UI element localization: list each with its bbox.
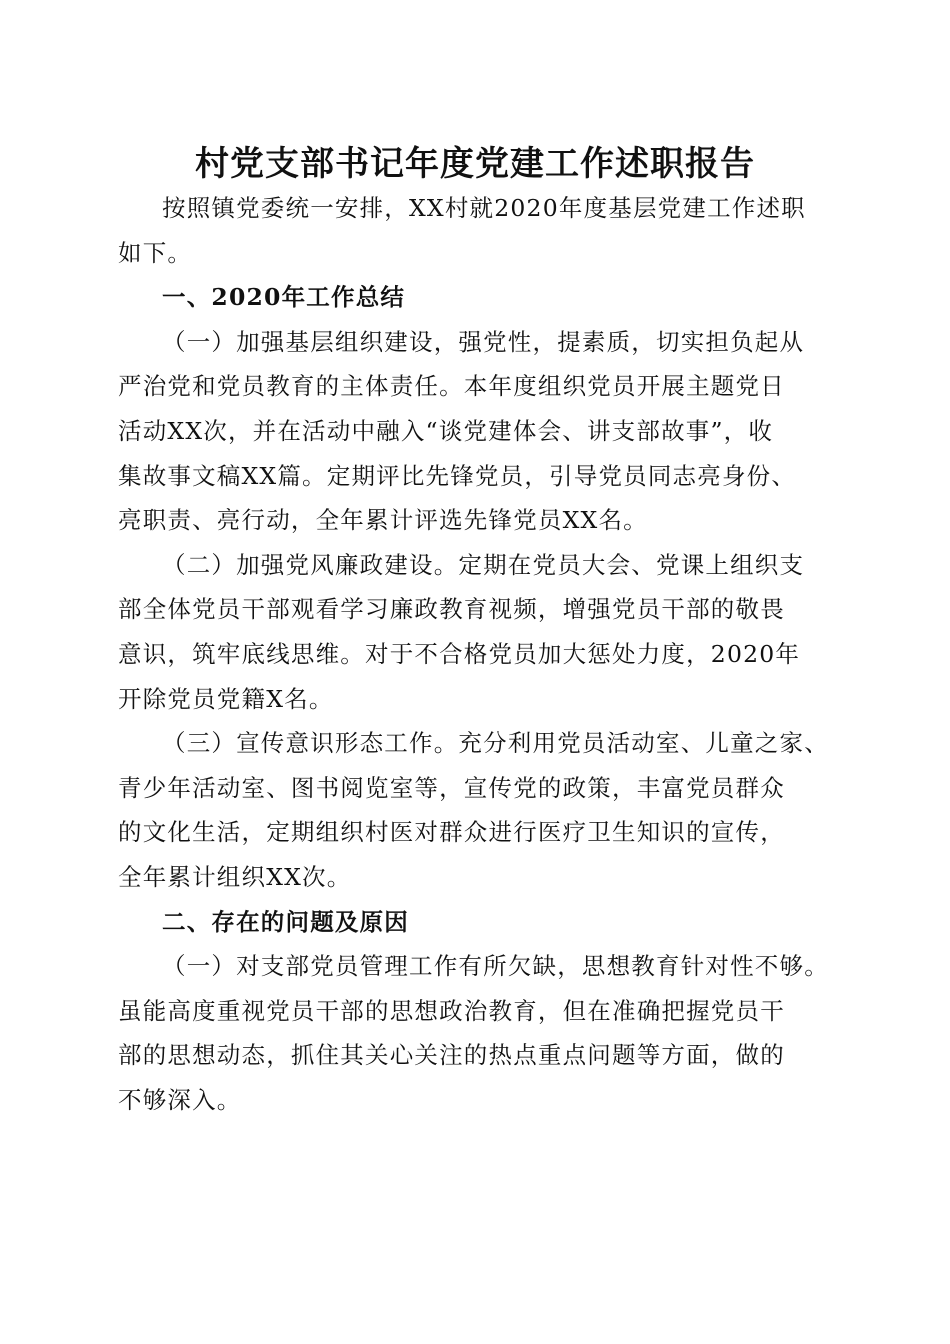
- text-line: 活动XX次，并在活动中融入“谈党建体会、讲支部故事”，收: [118, 416, 774, 445]
- text-line: 严治党和党员教育的主体责任。本年度组织党员开展主题党日: [118, 372, 785, 401]
- document-body: [118, 186, 830, 1122]
- text-line: （一）对支部党员管理工作有所欠缺，思想教育针对性不够。: [162, 952, 829, 981]
- section-heading: [118, 900, 830, 945]
- text-line: 虽能高度重视党员干部的思想政治教育，但在准确把握党员干: [118, 996, 785, 1025]
- section-heading: [118, 275, 830, 320]
- text-line: 部的思想动态，抓住其关心关注的热点重点问题等方面，做的: [118, 1041, 785, 1070]
- paragraph: [118, 186, 830, 275]
- text-line: （一）加强基层组织建设，强党性，提素质，切实担负起从: [162, 327, 805, 356]
- text-line: 亮职责、亮行动，全年累计评选先锋党员XX名。: [118, 506, 648, 535]
- text-line: 部全体党员干部观看学习廉政教育视频，增强党员干部的敬畏: [118, 595, 785, 624]
- text-line: 一、2020年工作总结: [162, 283, 406, 312]
- text-line: 二、存在的问题及原因: [162, 907, 409, 936]
- document-title: 村党支部书记年度党建工作述职报告: [195, 144, 755, 184]
- text-line: 按照镇党委统一安排，XX村就2020年度基层党建工作述职: [162, 194, 806, 222]
- text-line: 开除党员党籍X名。: [118, 684, 334, 713]
- text-line: 青少年活动室、图书阅览室等，宣传党的政策，丰富党员群众: [118, 773, 785, 802]
- text-line: （三）宣传意识形态工作。充分利用党员活动室、儿童之家、: [162, 729, 829, 758]
- text-line: 集故事文稿XX篇。定期评比先锋党员，引导党员同志亮身份、: [118, 461, 797, 490]
- text-line: 意识，筑牢底线思维。对于不合格党员加大惩处力度，2020年: [118, 639, 801, 668]
- text-line: 全年累计组织XX次。: [118, 862, 352, 891]
- text-line: 不够深入。: [118, 1085, 242, 1114]
- paragraph: [118, 320, 830, 543]
- text-line: （二）加强党风廉政建设。定期在党员大会、党课上组织支: [162, 550, 805, 579]
- paragraph: [118, 543, 830, 721]
- text-line: 如下。: [118, 238, 193, 267]
- paragraph: [118, 721, 830, 899]
- text-line: 的文化生活，定期组织村医对群众进行医疗卫生知识的宣传，: [118, 818, 785, 847]
- paragraph: [118, 944, 830, 1122]
